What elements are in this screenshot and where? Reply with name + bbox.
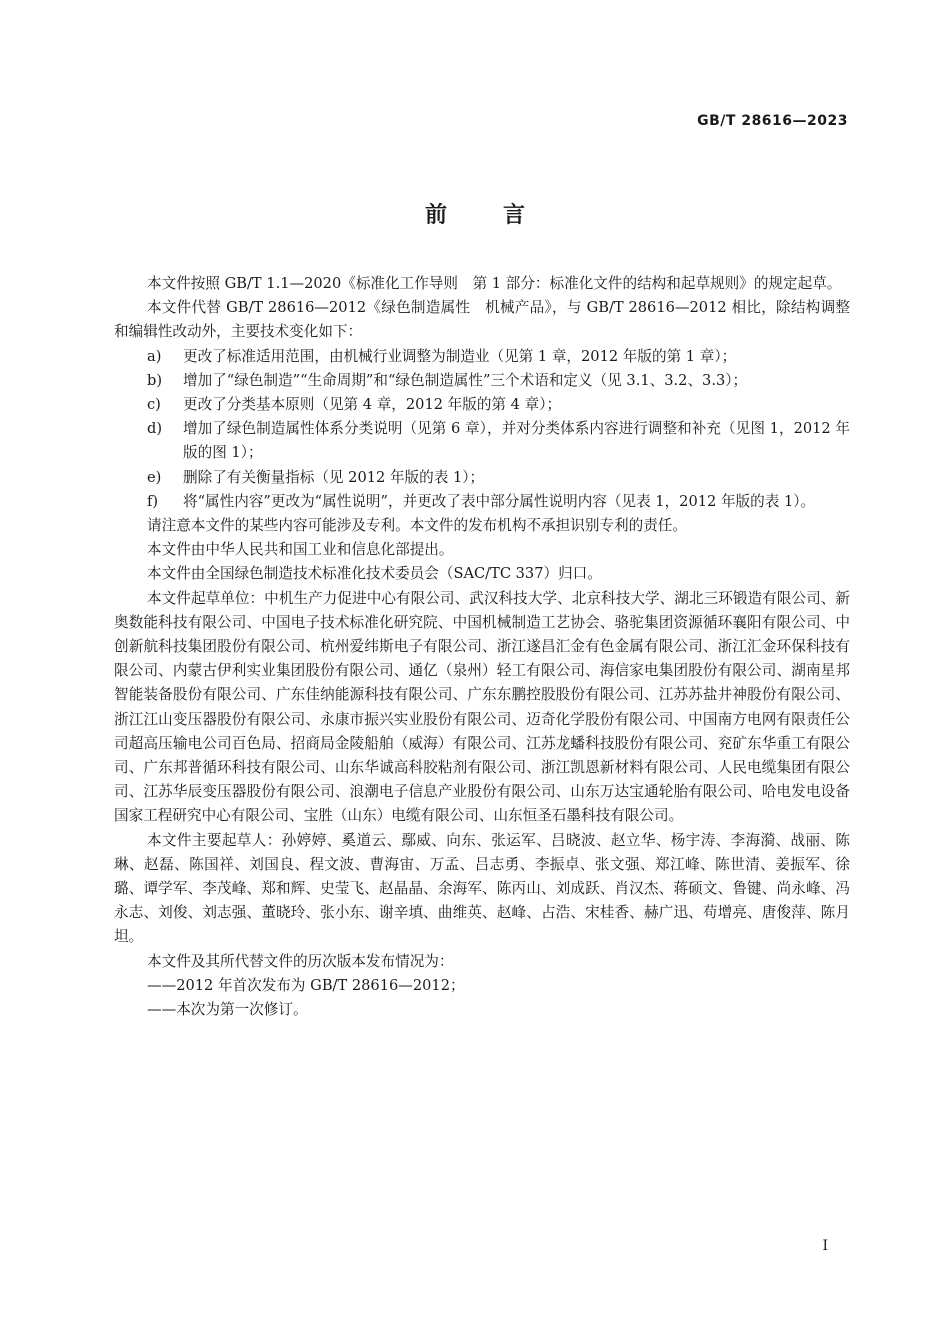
paragraph-history-intro: 本文件及其所代替文件的历次版本发布情况为： — [147, 952, 454, 970]
list-item-text: 删除了有关衡量指标（见 2012 年版的表 1）； — [183, 468, 485, 486]
paragraph-drafters: 本文件主要起草人：孙婷婷、奚道云、鄢威、向东、张运军、吕晓波、赵立华、杨宇涛、李海漪、战丽、陈琳、赵磊、陈国祥、刘国良、程文波、曹海宙、万孟、吕志勇、李振卓、张文强、郑江峰、陈世清、姜振军、徐璐、谭学军、李茂峰、郑和辉、史莹飞、赵晶晶、余海军、陈丙山、刘成跃、肖汉杰、蒋硕文、鲁键、尚永峰、冯永志、刘俊、刘志强、董晓玲、张小东、谢辛填、曲维英、赵峰、占浩、宋桂香、赫广迅、苟增亮、唐俊萍、陈月坦。 — [114, 831, 850, 946]
page-number: I — [822, 1238, 828, 1254]
standard-number: GB/T 28616—2023 — [697, 113, 848, 129]
paragraph-replacement: 本文件代替 GB/T 28616—2012《绿色制造属性 机械产品》，与 GB/T 28616—2012 相比，除结构调整和编辑性改动外，主要技术变化如下： — [114, 299, 850, 341]
list-item-text: 增加了“绿色制造”“生命周期”和“绿色制造属性”三个术语和定义（见 3.1、3.2、3.3）； — [183, 371, 748, 389]
list-item-text: 将“属性内容”更改为“属性说明”，并更改了表中部分属性说明内容（见表 1，2012 年版的表 1）。 — [183, 492, 816, 510]
list-marker: c) — [147, 396, 161, 414]
list-item — [147, 369, 850, 393]
history-item: ——本次为第一次修订。 — [147, 1001, 308, 1019]
paragraph-patent-notice: 请注意本文件的某些内容可能涉及专利。本文件的发布机构不承担识别专利的责任。 — [147, 517, 687, 535]
list-item — [147, 490, 850, 514]
paragraph-drafting-rules: 本文件按照 GB/T 1.1—2020《标准化工作导则 第 1 部分：标准化文件的结构和起草规则》的规定起草。 — [147, 275, 842, 292]
list-item — [147, 393, 850, 417]
list-item — [147, 466, 850, 490]
list-marker: a) — [147, 347, 162, 365]
paragraph-drafting-units: 本文件起草单位：中机生产力促进中心有限公司、武汉科技大学、北京科技大学、湖北三环锻造有限公司、新奥数能科技有限公司、中国电子技术标准化研究院、中国机械制造工艺协会、骆驼集团资源循环襄阳有限公司、中创新航科技集团股份有限公司、杭州爱纬斯电子有限公司、浙江遂昌汇金有色金属有限公司、浙江汇金环保科技有限公司、内蒙古伊利实业集团股份有限公司、通亿（泉州）轻工有限公司、海信家电集团股份有限公司、湖南星邦智能装备股份有限公司、广东佳纳能源科技有限公司、广东东鹏控股股份有限公司、江苏苏盐井神股份有限公司、浙江江山变压器股份有限公司、永康市振兴实业股份有限公司、迈奇化学股份有限公司、中国南方电网有限责任公司超高压输电公司百色局、招商局金陵船舶（威海）有限公司、江苏龙蟠科技股份有限公司、兖矿东华重工有限公司、广东邦普循环科技有限公司、山东华诚高科胶粘剂有限公司、浙江凯恩新材料有限公司、人民电缆集团有限公司、江苏华辰变压器股份有限公司、浪潮电子信息产业股份有限公司、山东万达宝通轮胎有限公司、哈电发电设备国家工程研究中心有限公司、宝胜（山东）电缆有限公司、山东恒圣石墨科技有限公司。 — [114, 589, 850, 825]
list-marker: e) — [147, 468, 162, 486]
paragraph-proposer: 本文件由中华人民共和国工业和信息化部提出。 — [147, 541, 454, 559]
list-marker: f) — [147, 492, 159, 510]
list-item-text: 更改了分类基本原则（见第 4 章，2012 年版的第 4 章）； — [183, 396, 562, 414]
list-item-text: 增加了绿色制造属性体系分类说明（见第 6 章），并对分类体系内容进行调整和补充（见图 1，2012 年版的图 1）； — [183, 420, 850, 462]
list-item-text: 更改了标准适用范围，由机械行业调整为制造业（见第 1 章，2012 年版的第 1 章）； — [183, 347, 737, 365]
list-marker: b) — [147, 371, 163, 389]
foreword-body — [114, 272, 850, 1022]
paragraph-committee: 本文件由全国绿色制造技术标准化技术委员会（SAC/TC 337）归口。 — [147, 565, 602, 583]
list-marker: d) — [147, 420, 163, 438]
list-item — [147, 417, 850, 465]
list-item — [147, 345, 850, 369]
page-title: 前言 — [424, 202, 581, 228]
history-item: ——2012 年首次发布为 GB/T 28616—2012； — [147, 976, 465, 994]
